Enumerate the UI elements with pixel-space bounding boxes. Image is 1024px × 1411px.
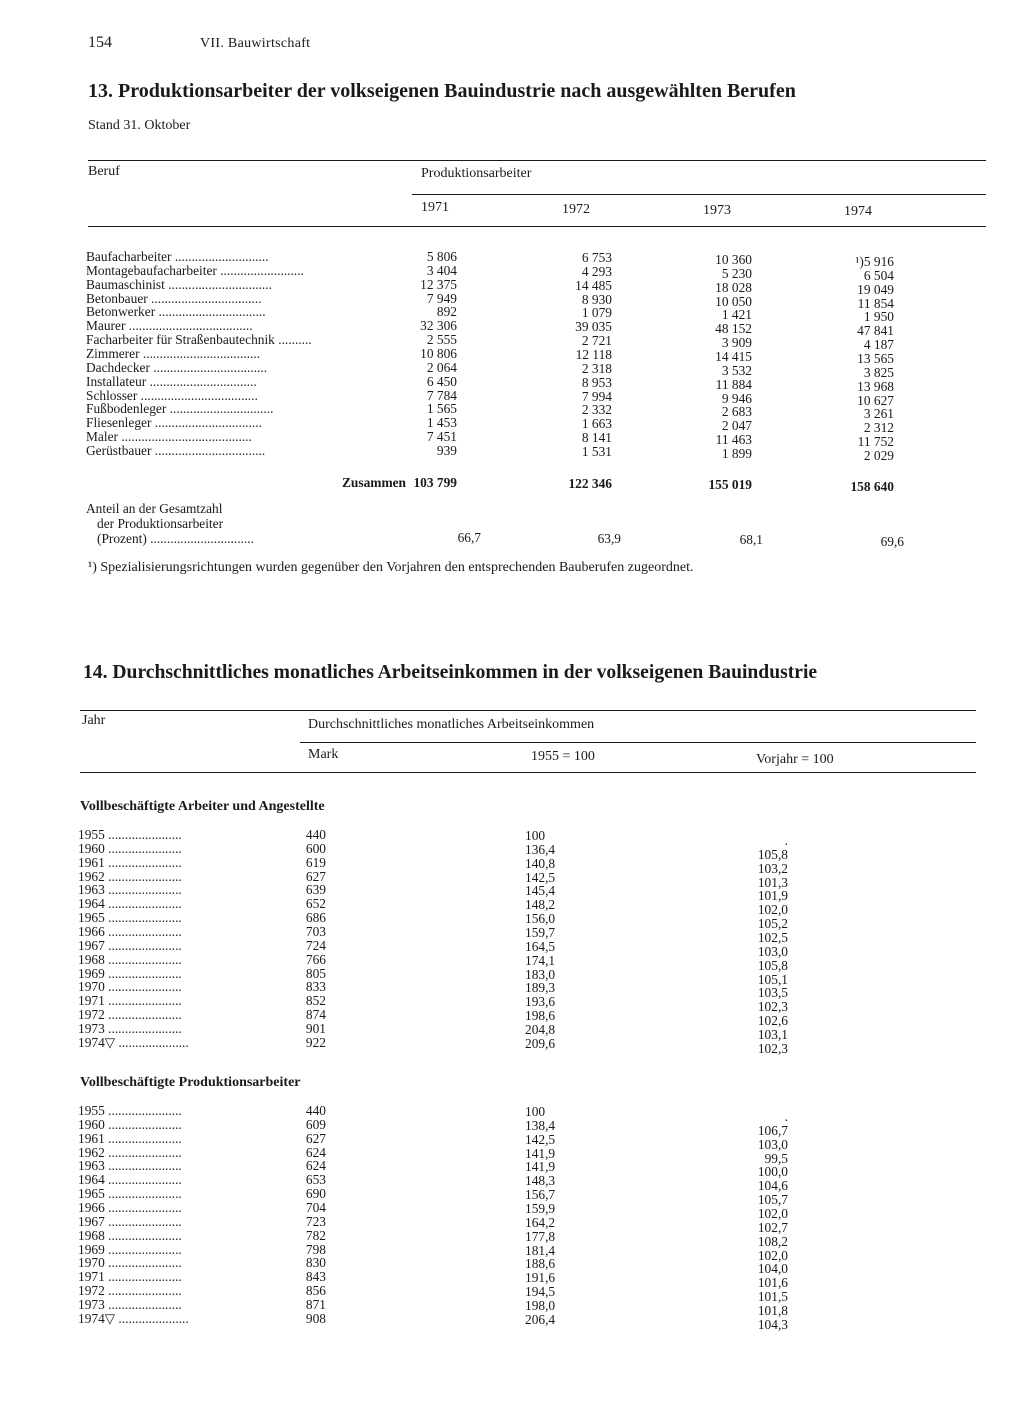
index-1955-value: 156,7	[525, 1187, 556, 1203]
year-label: 1964 ......................	[78, 1173, 182, 1188]
value-1971: 5 806	[426, 249, 457, 264]
year-label: 1970 ......................	[78, 1256, 182, 1271]
value-1974: 11 752	[857, 434, 894, 450]
index-vorjahr-value: 103,1	[757, 1027, 788, 1043]
value-1972: 39 035	[575, 319, 612, 335]
mark-value: 686	[305, 910, 326, 926]
mark-value: 704	[305, 1200, 326, 1216]
table13-row	[0, 290, 1024, 311]
beruf-label: Montagebaufacharbeiter .........................	[86, 263, 304, 278]
value-1971: 7 784	[426, 387, 457, 403]
index-vorjahr-value: 102,3	[757, 999, 788, 1015]
value-1971: 12 375	[420, 276, 457, 292]
index-vorjahr-value: 101,3	[757, 874, 788, 890]
year-label: 1973 ......................	[78, 1298, 182, 1313]
index-1955-value: 181,4	[525, 1242, 556, 1258]
value-1973: 2 683	[721, 404, 752, 420]
index-vorjahr-value: 102,5	[757, 930, 788, 946]
index-vorjahr-value: 103,5	[757, 985, 788, 1001]
mark-value: 652	[305, 896, 326, 912]
mark-value: 609	[305, 1116, 326, 1132]
index-1955-value: 156,0	[525, 911, 556, 927]
mark-value: 901	[305, 1021, 326, 1037]
value-1972: 14 485	[575, 277, 612, 293]
mark-value: 440	[305, 827, 326, 842]
table14-head-vorjahr: Vorjahr = 100	[756, 752, 834, 767]
index-1955-value: 100	[525, 1104, 546, 1119]
mark-value: 724	[305, 937, 326, 953]
table13-head-beruf: Beruf	[88, 164, 120, 179]
beruf-label: Fußbodenleger ...............................	[86, 402, 274, 417]
index-1955-value: 209,6	[525, 1035, 556, 1051]
mark-value: 600	[305, 840, 326, 856]
beruf-label: Zimmerer ...................................	[86, 347, 261, 362]
index-vorjahr-value: 105,7	[757, 1192, 788, 1208]
year-label: 1960 ......................	[78, 841, 182, 856]
index-1955-value: 174,1	[525, 952, 556, 968]
mark-value: 833	[305, 979, 326, 995]
value-1973: 11 884	[715, 376, 752, 392]
index-1955-value: 159,7	[525, 925, 556, 941]
table13-head-group: Produktionsarbeiter	[421, 166, 532, 181]
index-1955-value: 148,2	[525, 897, 556, 913]
year-label: 1955 ......................	[78, 1104, 182, 1118]
share-label-line1: Anteil an der Gesamtzahl	[86, 501, 223, 516]
index-1955-value: 148,3	[525, 1173, 556, 1189]
table14-head-rule	[80, 772, 976, 773]
year-label: 1960 ......................	[78, 1117, 182, 1132]
index-vorjahr-value: 99,5	[764, 1150, 788, 1166]
index-1955-value: 183,0	[525, 966, 556, 982]
index-1955-value: 100	[525, 828, 546, 843]
beruf-label: Maler .......................................	[86, 430, 252, 445]
beruf-label: Betonbauer .................................	[86, 291, 262, 306]
mark-value: 627	[305, 868, 326, 884]
value-1974: 4 187	[863, 337, 894, 353]
year-label: 1966 ......................	[78, 925, 182, 940]
year-label: 1966 ......................	[78, 1201, 182, 1216]
year-label: 1973 ......................	[78, 1022, 182, 1037]
mark-value: 766	[305, 951, 326, 967]
table13-row	[0, 249, 1024, 269]
value-1974: 2 312	[863, 420, 894, 436]
value-1973: 10 050	[715, 293, 752, 309]
index-vorjahr-value: 101,8	[757, 1303, 788, 1319]
value-1973: 3 909	[721, 335, 752, 351]
index-vorjahr-value: 105,8	[757, 957, 788, 973]
table13-year-1973: 1973	[703, 203, 731, 218]
index-vorjahr-value: 108,2	[757, 1233, 788, 1249]
value-1972: 7 994	[581, 388, 612, 404]
table14-head-jahr: Jahr	[82, 713, 106, 728]
table13-year-1974: 1974	[844, 204, 872, 219]
value-1974: ¹)5 916	[855, 254, 894, 269]
value-1973: 5 230	[721, 265, 752, 281]
index-vorjahr-value: 104,3	[757, 1316, 788, 1332]
table14-head-mark: Mark	[308, 747, 339, 762]
value-1974: 2 029	[863, 448, 894, 464]
section-title-arbeiter-angestellte: Vollbeschäftigte Arbeiter und Angestellte	[80, 799, 325, 814]
value-1973: 9 946	[721, 390, 752, 406]
index-vorjahr-value: 101,6	[757, 1275, 788, 1291]
index-vorjahr-value: 104,0	[757, 1261, 788, 1277]
value-1971: 2 064	[426, 359, 457, 375]
index-vorjahr-value: 102,0	[757, 1206, 788, 1222]
table13-share-row	[0, 530, 1024, 549]
index-1955-value: 206,4	[525, 1311, 556, 1327]
value-1973: 14 415	[715, 349, 752, 365]
table13-title: 13. Produktionsarbeiter der volkseigenen Bauindustrie nach ausgewählten Berufen	[88, 80, 796, 102]
index-vorjahr-value: 105,2	[757, 916, 788, 932]
table13-row	[0, 318, 1024, 339]
value-1972: 2 721	[581, 333, 612, 349]
mark-value: 805	[305, 965, 326, 981]
value-1971: 7 451	[426, 429, 457, 445]
index-1955-value: 138,4	[525, 1117, 556, 1133]
beruf-label: Baumaschinist ...............................	[86, 277, 272, 292]
value-1973: 11 463	[715, 432, 752, 448]
value-1973: 2 047	[721, 418, 752, 434]
value-1974: 10 627	[857, 392, 894, 408]
mark-value: 798	[305, 1241, 326, 1257]
year-label: 1963 ......................	[78, 883, 182, 898]
year-label: 1967 ......................	[78, 938, 182, 953]
year-label: 1974▽ .....................	[78, 1311, 189, 1326]
table14-top-rule	[80, 710, 976, 711]
beruf-label: Installateur ................................	[86, 374, 257, 389]
index-1955-value: 177,8	[525, 1228, 556, 1244]
value-1971: 6 450	[426, 373, 457, 389]
index-vorjahr-value: .	[784, 1109, 788, 1124]
index-vorjahr-value: 104,6	[757, 1178, 788, 1194]
year-label: 1972 ......................	[78, 1284, 182, 1299]
table13-row	[0, 304, 1024, 325]
total-1972: 122 346	[568, 476, 612, 491]
index-vorjahr-value: 102,0	[757, 1247, 788, 1263]
mark-value: 653	[305, 1172, 326, 1188]
mark-value: 908	[305, 1310, 326, 1326]
value-1973: 10 360	[715, 252, 752, 267]
year-label: 1974▽ .....................	[78, 1035, 189, 1050]
value-1972: 1 531	[581, 444, 612, 460]
table13-row	[0, 373, 1024, 394]
value-1972: 8 141	[581, 430, 612, 446]
value-1971: 1 565	[426, 401, 457, 417]
value-1971: 1 453	[426, 415, 457, 431]
index-vorjahr-value: 103,0	[757, 943, 788, 959]
index-1955-value: 164,2	[525, 1214, 556, 1230]
mark-value: 619	[305, 854, 326, 870]
index-1955-value: 141,9	[525, 1159, 556, 1175]
year-label: 1967 ......................	[78, 1214, 182, 1229]
value-1971: 892	[436, 304, 457, 320]
value-1974: 13 968	[857, 378, 894, 394]
beruf-label: Baufacharbeiter ............................	[86, 250, 269, 264]
year-label: 1963 ......................	[78, 1159, 182, 1174]
year-label: 1961 ......................	[78, 1131, 182, 1146]
year-label: 1964 ......................	[78, 897, 182, 912]
table13-row	[0, 332, 1024, 353]
year-label: 1965 ......................	[78, 1187, 182, 1202]
index-1955-value: 204,8	[525, 1022, 556, 1038]
mark-value: 624	[305, 1144, 326, 1160]
mark-value: 440	[305, 1103, 326, 1118]
table13-row	[0, 276, 1024, 297]
mark-value: 782	[305, 1227, 326, 1243]
page-number: 154	[88, 34, 112, 51]
year-label: 1971 ......................	[78, 1270, 182, 1285]
year-label: 1968 ......................	[78, 952, 182, 967]
index-vorjahr-value: 103,0	[757, 1136, 788, 1152]
index-vorjahr-value: 102,7	[757, 1219, 788, 1235]
table13-year-1972: 1972	[562, 202, 590, 217]
index-vorjahr-value: 101,5	[757, 1289, 788, 1305]
value-1972: 2 318	[581, 360, 612, 376]
table13-year-1971: 1971	[421, 200, 449, 215]
value-1974: 3 261	[863, 406, 894, 422]
index-vorjahr-value: 102,6	[757, 1013, 788, 1029]
year-label: 1969 ......................	[78, 966, 182, 981]
index-vorjahr-value: 100,0	[757, 1164, 788, 1180]
table14-head-index1955: 1955 = 100	[531, 749, 595, 764]
index-1955-value: 140,8	[525, 855, 556, 871]
year-label: 1965 ......................	[78, 911, 182, 926]
mark-value: 690	[305, 1186, 326, 1202]
index-vorjahr-value: 106,7	[757, 1122, 788, 1138]
year-label: 1968 ......................	[78, 1228, 182, 1243]
value-1972: 1 079	[581, 305, 612, 321]
year-label: 1971 ......................	[78, 994, 182, 1009]
table13-row	[0, 415, 1024, 436]
table13-row	[0, 387, 1024, 408]
index-1955-value: 164,5	[525, 938, 556, 954]
year-label: 1970 ......................	[78, 980, 182, 995]
total-1971: 103 799	[413, 475, 457, 490]
value-1973: 3 532	[721, 362, 752, 378]
year-label: 1961 ......................	[78, 855, 182, 870]
value-1972: 6 753	[581, 250, 612, 265]
table13-head-rule	[88, 226, 986, 227]
table13-footnote: ¹) Spezialisierungsrichtungen wurden gegenüber den Vorjahren den entsprechenden Bauberufen zugeordnet.	[88, 560, 694, 575]
value-1972: 4 293	[581, 263, 612, 279]
total-label: Zusammen	[342, 475, 406, 490]
index-1955-value: 198,0	[525, 1298, 556, 1314]
value-1974: 11 854	[857, 295, 894, 311]
mark-value: 843	[305, 1269, 326, 1285]
share-1972: 63,9	[597, 531, 621, 546]
table13-top-rule	[88, 160, 986, 161]
table13-subtitle: Stand 31. Oktober	[88, 118, 191, 133]
value-1972: 8 930	[581, 291, 612, 307]
value-1972: 12 118	[575, 347, 612, 363]
index-1955-value: 159,9	[525, 1201, 556, 1217]
mark-value: 871	[305, 1297, 326, 1313]
table13-row	[0, 443, 1024, 464]
value-1971: 7 949	[426, 290, 457, 306]
table13-row	[0, 262, 1024, 283]
share-1971: 66,7	[457, 530, 481, 545]
mark-value: 874	[305, 1007, 326, 1023]
index-vorjahr-value: 105,8	[757, 846, 788, 862]
mark-value: 703	[305, 924, 326, 940]
mark-value: 624	[305, 1158, 326, 1174]
value-1971: 10 806	[420, 346, 457, 362]
year-label: 1955 ......................	[78, 828, 182, 842]
table13-row	[0, 401, 1024, 422]
table13-row	[0, 429, 1024, 450]
beruf-label: Gerüstbauer .................................	[86, 444, 266, 459]
total-1974: 158 640	[850, 479, 894, 494]
value-1974: 47 841	[857, 323, 894, 339]
year-label: 1972 ......................	[78, 1008, 182, 1023]
beruf-label: Dachdecker ..................................	[86, 360, 268, 375]
value-1974: 13 565	[857, 351, 894, 367]
table14-group-rule	[300, 742, 976, 743]
index-1955-value: 141,9	[525, 1145, 556, 1161]
beruf-label: Facharbeiter für Straßenbautechnik ..........	[86, 333, 312, 348]
beruf-label: Schlosser ...................................	[86, 388, 258, 403]
value-1974: 1 950	[863, 309, 894, 325]
index-1955-value: 188,6	[525, 1256, 556, 1272]
value-1974: 6 504	[863, 267, 894, 283]
year-label: 1962 ......................	[78, 869, 182, 884]
total-1973: 155 019	[708, 477, 752, 492]
value-1972: 2 332	[581, 402, 612, 418]
index-1955-value: 136,4	[525, 841, 556, 857]
year-label: 1962 ......................	[78, 1145, 182, 1160]
value-1972: 8 953	[581, 374, 612, 390]
index-vorjahr-value: 102,0	[757, 902, 788, 918]
value-1971: 2 555	[426, 332, 457, 348]
index-1955-value: 145,4	[525, 883, 556, 899]
index-vorjahr-value: 102,3	[757, 1040, 788, 1056]
year-label: 1969 ......................	[78, 1242, 182, 1257]
value-1971: 3 404	[426, 262, 457, 278]
table13-group-rule	[412, 194, 986, 195]
mark-value: 856	[305, 1283, 326, 1299]
index-1955-value: 189,3	[525, 980, 556, 996]
share-1974: 69,6	[880, 534, 904, 549]
share-label-line3: (Prozent) ...............................	[97, 531, 254, 546]
mark-value: 627	[305, 1130, 326, 1146]
beruf-label: Betonwerker ................................	[86, 305, 266, 320]
mark-value: 830	[305, 1255, 326, 1271]
beruf-label: Maurer .....................................	[86, 319, 253, 334]
index-1955-value: 198,6	[525, 1008, 556, 1024]
value-1972: 1 663	[581, 416, 612, 432]
value-1971: 32 306	[420, 318, 457, 334]
index-vorjahr-value: 103,2	[757, 860, 788, 876]
index-1955-value: 191,6	[525, 1270, 556, 1286]
index-vorjahr-value: .	[784, 833, 788, 848]
table13-total-row	[0, 475, 1024, 494]
mark-value: 723	[305, 1213, 326, 1229]
share-label-line2: der Produktionsarbeiter	[97, 516, 224, 531]
index-1955-value: 193,6	[525, 994, 556, 1010]
index-1955-value: 142,5	[525, 869, 556, 885]
value-1973: 48 152	[715, 321, 752, 337]
value-1974: 3 825	[863, 364, 894, 380]
value-1974: 19 049	[857, 281, 894, 297]
value-1973: 1 899	[721, 446, 752, 462]
value-1971: 939	[436, 443, 457, 459]
index-vorjahr-value: 105,1	[757, 971, 788, 987]
mark-value: 639	[305, 882, 326, 898]
table14-title: 14. Durchschnittliches monatliches Arbeitseinkommen in der volkseigenen Bauindustrie	[83, 662, 818, 683]
mark-value: 852	[305, 993, 326, 1009]
index-1955-value: 142,5	[525, 1131, 556, 1147]
mark-value: 922	[305, 1034, 326, 1050]
table14-head-group: Durchschnittliches monatliches Arbeitseinkommen	[308, 717, 595, 732]
value-1973: 1 421	[721, 307, 752, 323]
index-vorjahr-value: 101,9	[757, 888, 788, 904]
index-1955-value: 194,5	[525, 1284, 556, 1300]
beruf-label: Fliesenleger ................................	[86, 416, 262, 431]
section-title-produktionsarbeiter: Vollbeschäftigte Produktionsarbeiter	[80, 1075, 301, 1090]
value-1973: 18 028	[715, 279, 752, 295]
chapter-title: VII. Bauwirtschaft	[200, 36, 311, 51]
share-1973: 68,1	[739, 532, 763, 547]
